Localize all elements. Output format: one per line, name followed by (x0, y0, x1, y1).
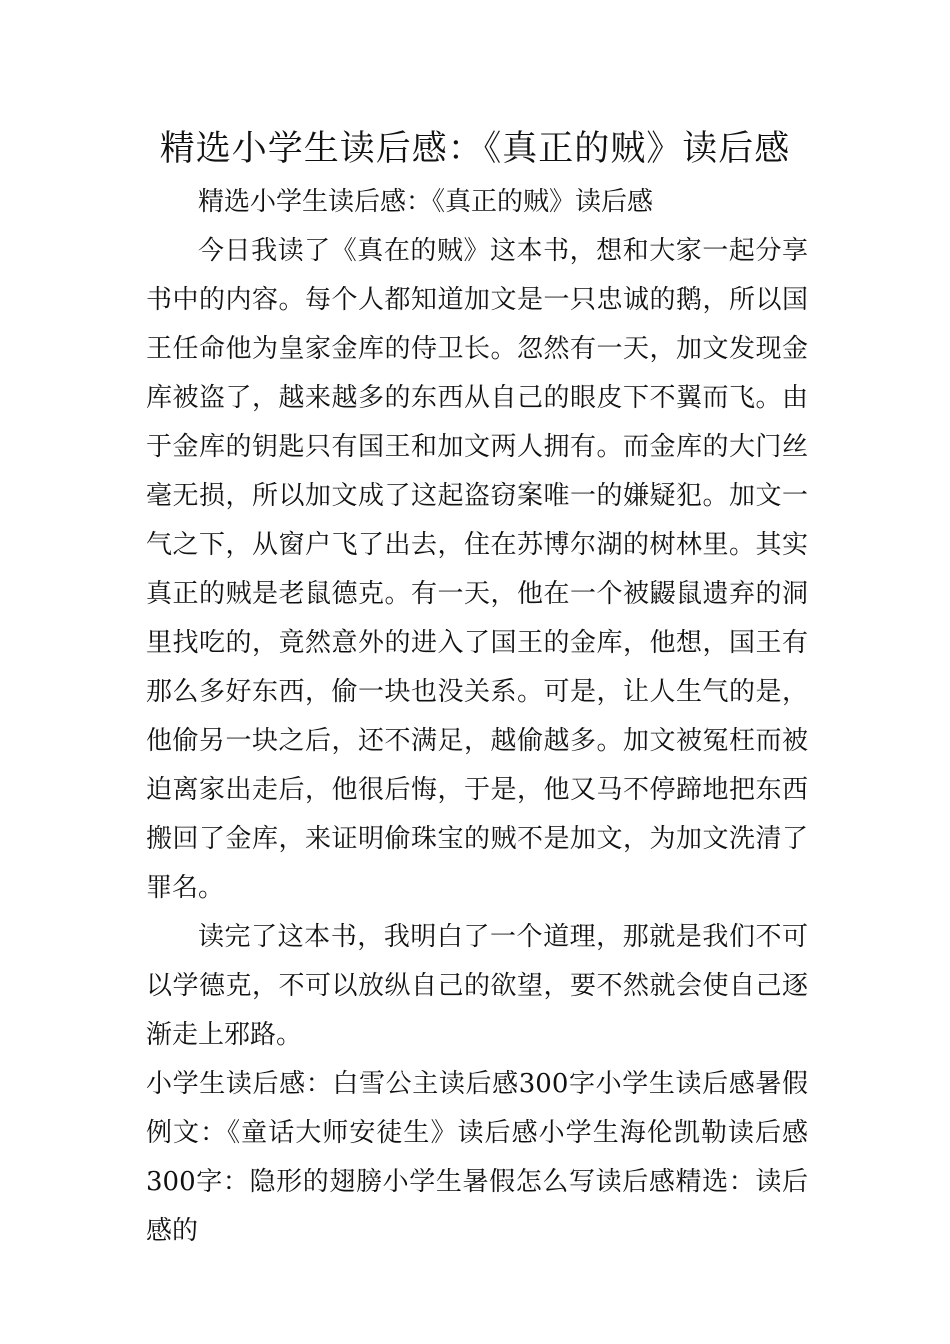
related-articles-text: 小学生读后感：白雪公主读后感300字小学生读后感暑假例文：《童话大师安徒生》读后感小学生海伦凯勒读后感300字：隐形的翅膀小学生暑假怎么写读后感精选：读后感的 (146, 1069, 808, 1246)
document-title: 精选小学生读后感：《真正的贼》读后感 (159, 129, 791, 169)
document-body (146, 178, 808, 1256)
paragraph-reflection: 读完了这本书，我明白了一个道理，那就是我们不可以学德克，不可以放纵自己的欲望，要不然就会使自己逐渐走上邪路。 (146, 922, 808, 1050)
paragraph-story-summary: 今日我读了《真在的贼》这本书，想和大家一起分享书中的内容。每个人都知道加文是一只忠诚的鹅，所以国王任命他为皇家金库的侍卫长。忽然有一天，加文发现金库被盗了，越来越多的东西从自己的眼皮下不翼而飞。由于金库的钥匙只有国王和加文两人拥有。而金库的大门丝毫无损，所以加文成了这起盗窃案唯一的嫌疑犯。加文一气之下，从窗户飞了出去，住在苏博尔湖的树林里。其实真正的贼是老鼠德克。有一天，他在一个被鼹鼠遗弃的洞里找吃的，竟然意外的进入了国王的金库，他想，国王有那么多好东西，偷一块也没关系。可是，让人生气的是，他偷另一块之后，还不满足，越偷越多。加文被冤枉而被迫离家出走后，他很后悔，于是，他又马不停蹄地把东西搬回了金库，来证明偷珠宝的贼不是加文，为加文洗清了罪名。 (146, 236, 808, 903)
document-subtitle: 精选小学生读后感：《真正的贼》读后感 (198, 187, 654, 217)
